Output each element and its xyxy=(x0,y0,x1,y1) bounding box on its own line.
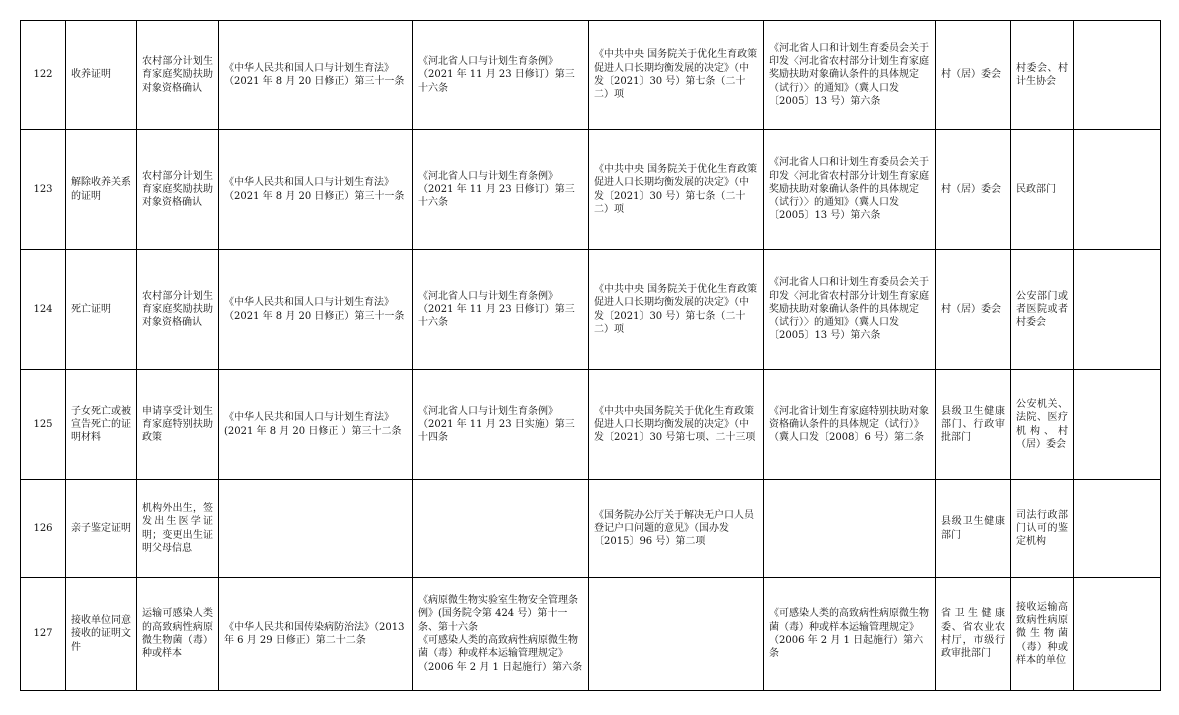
central-policy-cell: 《中共中央 国务院关于优化生育政策促进人口长期均衡发展的决定》（中发〔2021〕30 号）第七条（二十二）项 xyxy=(589,250,764,370)
provincial-policy-cell xyxy=(764,480,936,578)
table-row xyxy=(21,480,1161,578)
law-basis-cell xyxy=(219,480,413,578)
note-cell xyxy=(1074,578,1161,691)
matter-cell: 机构外出生，签发出生医学证明；变更出生证明父母信息 xyxy=(137,480,219,578)
handling-organ-cell: 省卫生健康委、省农业农村厅，市级行政审批部门 xyxy=(936,578,1011,691)
table-row xyxy=(21,578,1161,691)
matter-cell: 农村部分计划生育家庭奖励扶助对象资格确认 xyxy=(137,250,219,370)
law-basis-cell: 《中华人民共和国人口与计划生育法》（2021 年 8 月 20 日修正）第三十一条 xyxy=(219,250,413,370)
note-cell xyxy=(1074,250,1161,370)
table-row xyxy=(21,130,1161,250)
matter-cell: 农村部分计划生育家庭奖励扶助对象资格确认 xyxy=(137,21,219,130)
central-policy-cell xyxy=(589,578,764,691)
row-number: 122 xyxy=(21,21,66,130)
handling-organ-cell: 县级卫生健康部门、行政审批部门 xyxy=(936,370,1011,480)
matter-cell: 农村部分计划生育家庭奖励扶助对象资格确认 xyxy=(137,130,219,250)
provincial-policy-cell: 《河北省人口和计划生育委员会关于印发〈河北省农村部分计划生育家庭奖励扶助对象确认条件的具体规定（试行）〉的通知》（冀人口发〔2005〕13 号）第六条 xyxy=(764,250,936,370)
row-number: 123 xyxy=(21,130,66,250)
note-cell xyxy=(1074,130,1161,250)
table-row xyxy=(21,370,1161,480)
note-cell xyxy=(1074,21,1161,130)
note-cell xyxy=(1074,480,1161,578)
regulation-cell: 《河北省人口与计划生育条例》（2021 年 11 月 23 日实施）第三十四条 xyxy=(413,370,589,480)
issuing-unit-cell: 接收运输高致病性病原微生物菌（毒）种或样本的单位 xyxy=(1011,578,1074,691)
matter-cell: 运输可感染人类的高致病性病原微生物菌（毒）种或样本 xyxy=(137,578,219,691)
row-number: 124 xyxy=(21,250,66,370)
law-basis-cell: 《中华人民共和国人口与计划生育法》（2021 年 8 月 20 日修正）第三十一条 xyxy=(219,130,413,250)
issuing-unit-cell: 公安部门或者医院或者村委会 xyxy=(1011,250,1074,370)
certificate-name: 解除收养关系的证明 xyxy=(66,130,137,250)
law-basis-cell: 《中华人民共和国人口与计划生育法》(2021 年 8 月 20 日修正 ）第三十二条 xyxy=(219,370,413,480)
certificate-table xyxy=(20,20,1161,691)
handling-organ-cell: 村（居）委会 xyxy=(936,250,1011,370)
row-number: 126 xyxy=(21,480,66,578)
handling-organ-cell: 县级卫生健康部门 xyxy=(936,480,1011,578)
central-policy-cell: 《国务院办公厅关于解决无户口人员登记户口问题的意见》（国办发〔2015〕96 号）第二项 xyxy=(589,480,764,578)
issuing-unit-cell: 公安机关、法院、医疗机构、村（居）委会 xyxy=(1011,370,1074,480)
law-basis-cell: 《中华人民共和国传染病防治法》（2013 年 6 月 29 日修正）第二十二条 xyxy=(219,578,413,691)
handling-organ-cell: 村（居）委会 xyxy=(936,21,1011,130)
certificate-name: 接收单位同意接收的证明文件 xyxy=(66,578,137,691)
row-number: 127 xyxy=(21,578,66,691)
provincial-policy-cell: 《河北省计划生育家庭特别扶助对象资格确认条件的具体规定（试行）》（冀人口发〔2008〕6 号）第二条 xyxy=(764,370,936,480)
central-policy-cell: 《中共中央 国务院关于优化生育政策促进人口长期均衡发展的决定》（中发〔2021〕30 号）第七条（二十二）项 xyxy=(589,130,764,250)
table-row xyxy=(21,250,1161,370)
provincial-policy-cell: 《河北省人口和计划生育委员会关于印发〈河北省农村部分计划生育家庭奖励扶助对象确认条件的具体规定（试行）〉的通知》（冀人口发〔2005〕13 号）第六条 xyxy=(764,21,936,130)
certificate-name: 收养证明 xyxy=(66,21,137,130)
issuing-unit-cell: 司法行政部门认可的鉴定机构 xyxy=(1011,480,1074,578)
central-policy-cell: 《中共中央 国务院关于优化生育政策促进人口长期均衡发展的决定》（中发〔2021〕30 号）第七条（二十二）项 xyxy=(589,21,764,130)
certificate-name: 亲子鉴定证明 xyxy=(66,480,137,578)
regulation-cell xyxy=(413,480,589,578)
regulation-cell: 《河北省人口与计划生育条例》（2021 年 11 月 23 日修订）第三十六条 xyxy=(413,250,589,370)
certificate-name: 子女死亡或被宣告死亡的证明材料 xyxy=(66,370,137,480)
provincial-policy-cell: 《河北省人口和计划生育委员会关于印发〈河北省农村部分计划生育家庭奖励扶助对象确认条件的具体规定（试行）〉的通知》（冀人口发〔2005〕13 号）第六条 xyxy=(764,130,936,250)
regulation-cell: 《病原微生物实验室生物安全管理条例》(国务院令第 424 号）第十一条、第十六条 《可感染人类的高致病性病原微生物菌（毒）种或样本运输管理规定》（2006 年 2 月 1 日起施行）第六条 xyxy=(413,578,589,691)
matter-cell: 申请享受计划生育家庭特别扶助政策 xyxy=(137,370,219,480)
regulation-cell: 《河北省人口与计划生育条例》（2021 年 11 月 23 日修订）第三十六条 xyxy=(413,130,589,250)
central-policy-cell: 《中共中央国务院关于优化生育政策 促进人口长期均衡发展的决定》（中发〔2021〕30 号第七项、二十三项 xyxy=(589,370,764,480)
table-row xyxy=(21,21,1161,130)
certificate-name: 死亡证明 xyxy=(66,250,137,370)
issuing-unit-cell: 村委会、村计生协会 xyxy=(1011,21,1074,130)
issuing-unit-cell: 民政部门 xyxy=(1011,130,1074,250)
note-cell xyxy=(1074,370,1161,480)
law-basis-cell: 《中华人民共和国人口与计划生育法》（2021 年 8 月 20 日修正）第三十一条 xyxy=(219,21,413,130)
provincial-policy-cell: 《可感染人类的高致病性病原微生物菌（毒）种或样本运输管理规定》（2006 年 2 月 1 日起施行）第六条 xyxy=(764,578,936,691)
handling-organ-cell: 村（居）委会 xyxy=(936,130,1011,250)
regulation-cell: 《河北省人口与计划生育条例》（2021 年 11 月 23 日修订）第三十六条 xyxy=(413,21,589,130)
row-number: 125 xyxy=(21,370,66,480)
